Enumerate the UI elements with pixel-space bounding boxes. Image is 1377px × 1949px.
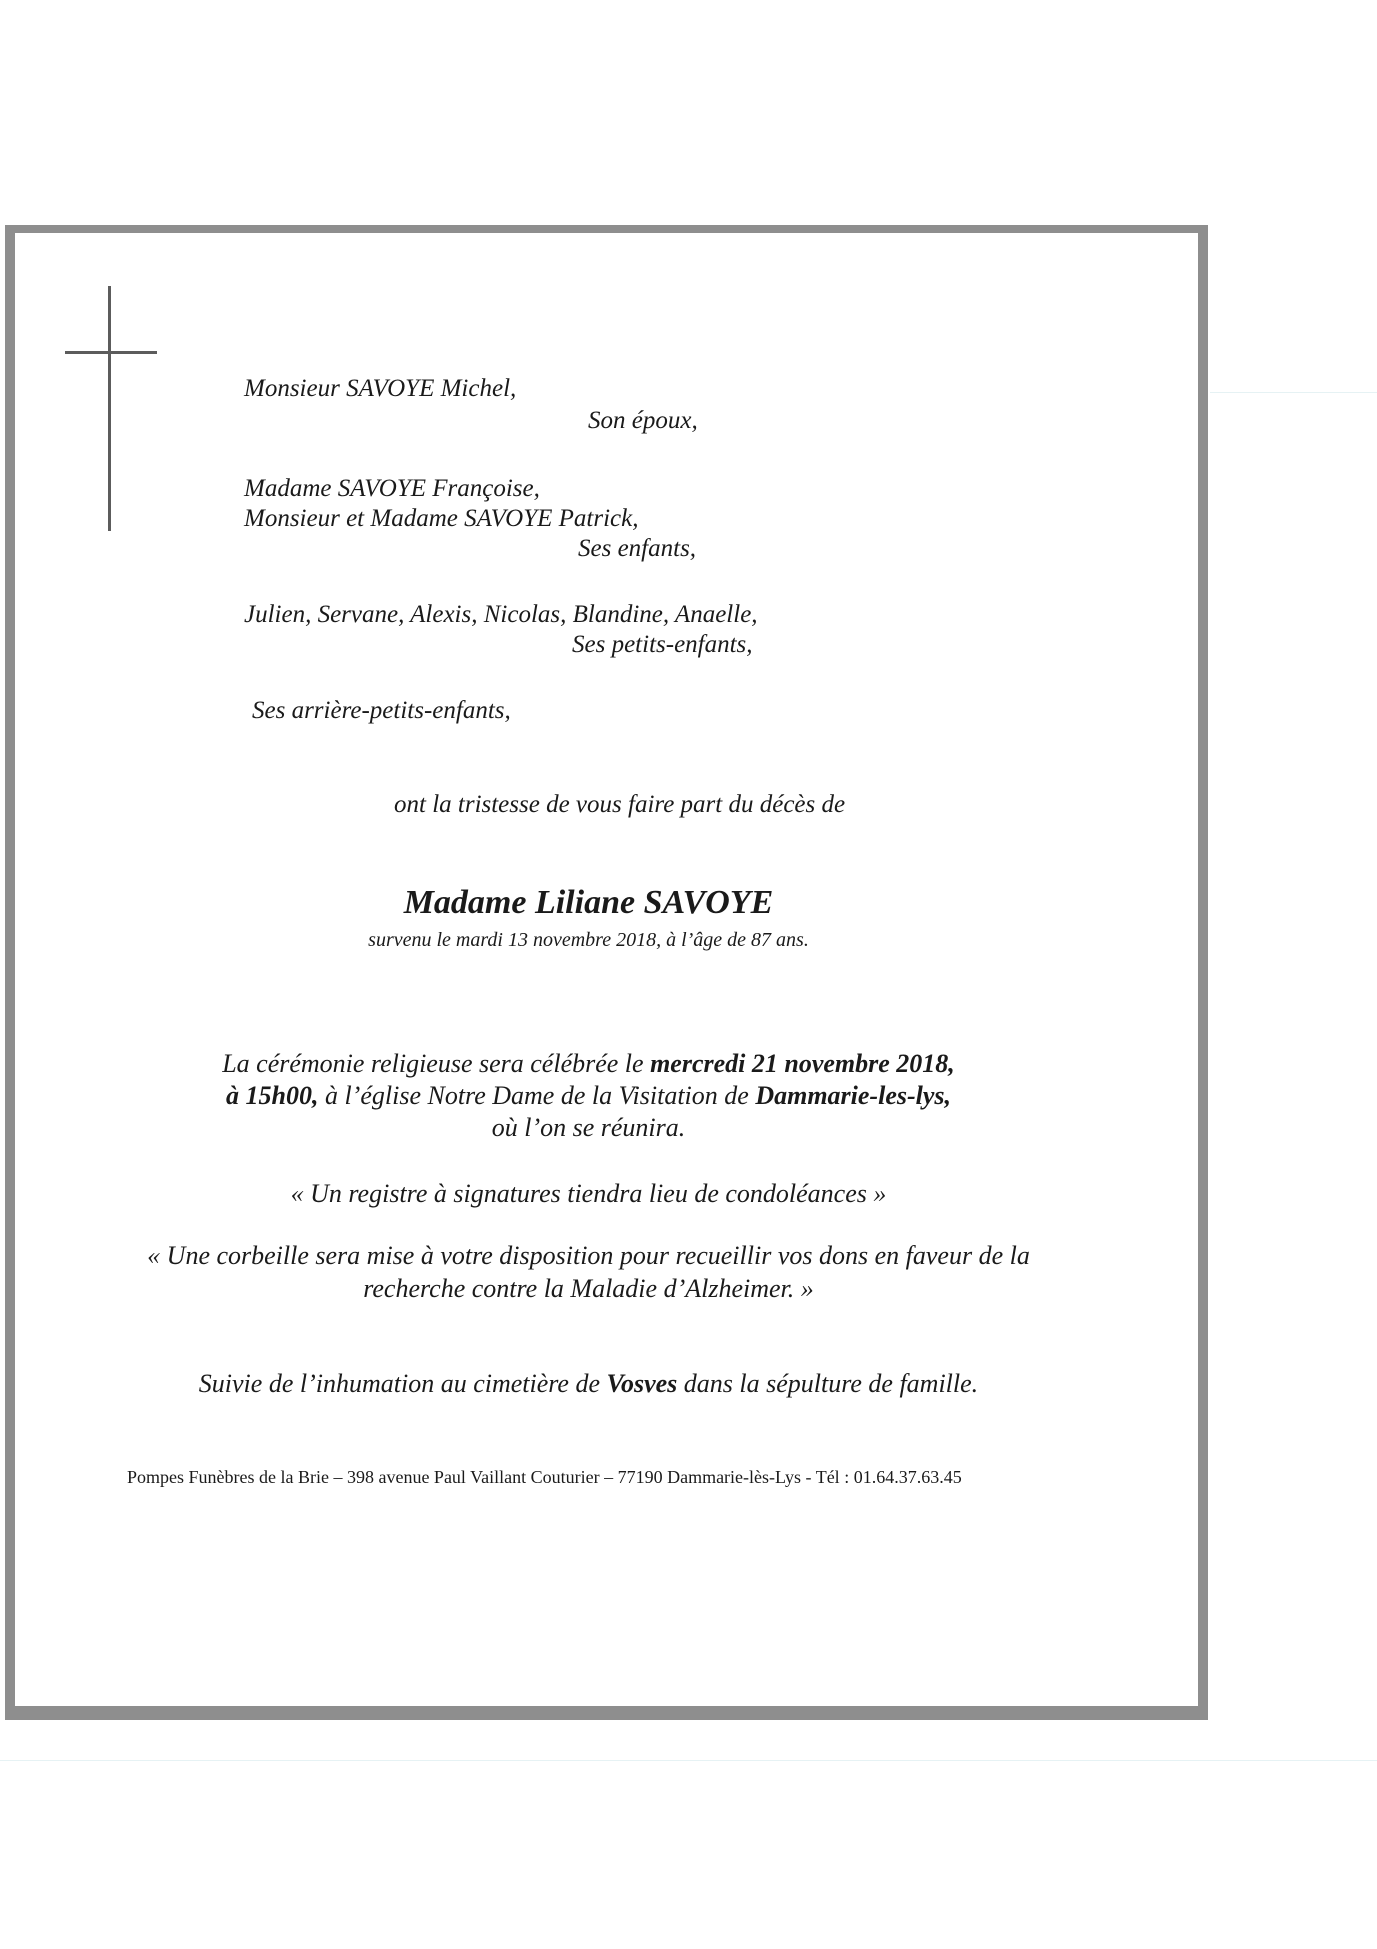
children-role: Ses enfants, [578,535,697,562]
ceremony-text: La cérémonie religieuse sera célébrée le [222,1049,651,1078]
ceremony-text: à l’église Notre Dame de la Visitation de [318,1081,756,1110]
great-grandchildren: Ses arrière-petits-enfants, [252,697,511,724]
funeral-home-footer: Pompes Funèbres de la Brie – 398 avenue Paul Vaillant Couturier – 77190 Dammarie-lès-Lys - Tél : 01.64.37.63.45 [127,1467,962,1487]
death-details: survenu le mardi 13 novembre 2018, à l’âge de 87 ans. [368,929,809,951]
ceremony-date-line [0,1051,1277,1077]
donation-notice-line: « Une corbeille sera mise à votre disposition pour recueillir vos dons en faveur de la [147,1241,1030,1270]
burial-text: Suivie de l’inhumation au cimetière de [198,1369,607,1398]
notice-border [5,225,1208,1720]
cross-icon-vertical [108,286,111,531]
grandchildren-role: Ses petits-enfants, [572,631,753,658]
grandchildren-names: Julien, Servane, Alexis, Nicolas, Blandine, Anaelle, [244,601,758,628]
ceremony-gathering: où l’on se réunira. [491,1113,686,1142]
register-notice: « Un registre à signatures tiendra lieu de condoléances » [290,1179,887,1208]
child-name: Madame SAVOYE Françoise, [244,475,540,502]
spouse-role: Son époux, [588,407,698,434]
cross-icon-horizontal [65,351,157,354]
burial-text: dans la sépulture de famille. [677,1369,979,1398]
donation-notice-line: recherche contre la Maladie d’Alzheimer. » [363,1274,814,1303]
ceremony-date: mercredi 21 novembre 2018, [650,1049,955,1078]
child-name: Monsieur et Madame SAVOYE Patrick, [244,505,639,532]
burial-notice [0,1371,1277,1397]
spouse-name: Monsieur SAVOYE Michel, [244,375,517,402]
ceremony-time: à 15h00, [225,1081,319,1110]
ceremony-place-line [0,1083,1277,1109]
scan-line [0,1760,1377,1761]
scan-line [1210,392,1377,393]
burial-place: Vosves [606,1369,678,1398]
ceremony-town: Dammarie-les-lys, [755,1081,952,1110]
deceased-name: Madame Liliane SAVOYE [403,884,774,921]
announcement-intro: ont la tristesse de vous faire part du décès de [394,791,846,818]
